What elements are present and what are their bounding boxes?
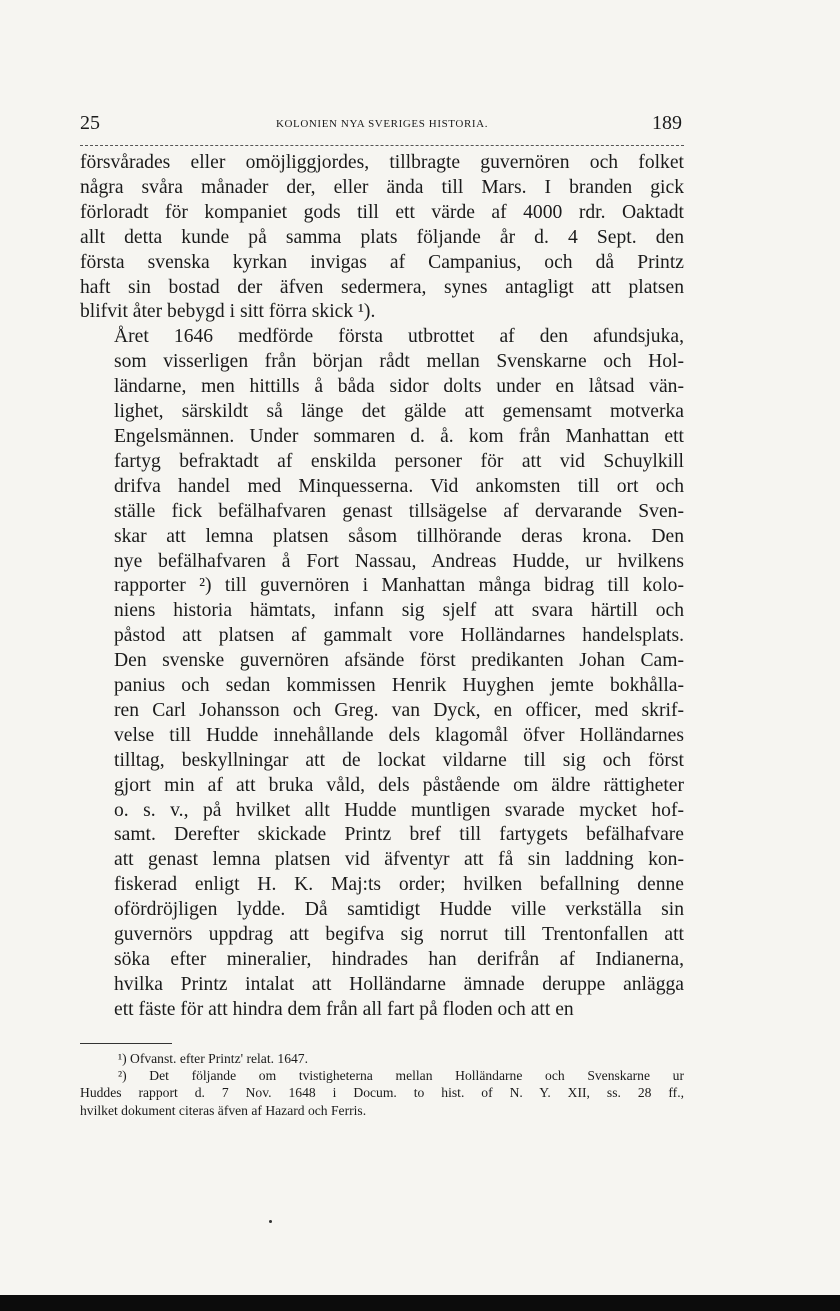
- page-number: 189: [652, 112, 682, 134]
- text-line: fartyg befraktadt af enskilda personer för att vid Schuylkill: [114, 450, 684, 472]
- paragraph-1: [80, 151, 684, 325]
- text-line: velse till Hudde innehållande dels klagomål öfver Holländarnes: [114, 724, 684, 746]
- text-line: allt detta kunde på samma plats följande år d. 4 Sept. den: [80, 226, 684, 248]
- text-line: några svåra månader der, eller ända till Mars. I branden gick: [80, 176, 684, 198]
- text-line: hvilka Printz intalat att Holländarne ämnade deruppe anlägga: [114, 973, 684, 995]
- text-line: haft sin bostad der äfven sedermera, synes antagligt att platsen: [80, 276, 684, 298]
- footnote-2: [80, 1067, 684, 1119]
- footnote-line: ²) Det följande om tvistigheterna mellan Holländarne och Svenskarne ur: [118, 1068, 684, 1084]
- footnote-1: [80, 1050, 684, 1067]
- footnote-rule: [80, 1043, 172, 1044]
- footnote-line: ¹) Ofvanst. efter Printz' relat. 1647.: [118, 1051, 308, 1066]
- running-title: KOLONIEN NYA SVERIGES HISTORIA.: [275, 118, 489, 130]
- text-line: Året 1646 medförde första utbrottet af den afundsjuka,: [114, 326, 684, 348]
- text-line: skar att lemna platsen såsom tillhörande deras krona. Den: [114, 525, 684, 547]
- text-line: påstod att platsen af gammalt vore Holländarnes handelsplats.: [114, 625, 684, 647]
- text-line: rapporter ²) till guvernören i Manhattan många bidrag till kolo-: [114, 575, 684, 597]
- text-line: ren Carl Johansson och Greg. van Dyck, en officer, med skrif-: [114, 699, 684, 721]
- text-line: niens historia hämtats, infann sig sjelf att svara härtill och: [114, 600, 684, 622]
- text-line: förloradt för kompaniet gods till ett värde af 4000 rdr. Oaktadt: [80, 201, 684, 223]
- text-line: att genast lemna platsen vid äfventyr att få sin laddning kon-: [114, 849, 684, 871]
- text-line: Den svenske guvernören afsände först predikanten Johan Cam-: [114, 650, 684, 672]
- text-line: blifvit åter bebygd i sitt förra skick ¹).: [80, 301, 376, 323]
- scan-bottom-edge: [0, 1295, 840, 1311]
- text-line: ett fäste för att hindra dem från all fart på floden och att en: [114, 998, 574, 1020]
- body-text: [80, 151, 684, 1023]
- footnote-line: Huddes rapport d. 7 Nov. 1648 i Docum. to hist. of N. Y. XII, ss. 28 ff.,: [80, 1085, 684, 1101]
- text-line: ofördröjligen lydde. Då samtidigt Hudde ville verkställa sin: [114, 899, 684, 921]
- text-line: gjort min af att bruka våld, dels påståendе om äldre rättigheter: [114, 774, 684, 796]
- text-line: ställe fick befälhafvaren genast tillsägelse af dervarande Sven-: [114, 500, 684, 522]
- text-line: ländarne, men hittills å båda sidor dolts under en låtsad vän-: [114, 376, 684, 398]
- header-left-number: 25: [80, 112, 100, 134]
- page-header: [80, 112, 684, 138]
- text-line: samt. Derefter skickade Printz bref till fartygets befälhafvare: [114, 824, 684, 846]
- text-line: fiskerad enligt H. K. Maj:ts order; hvilken befallning denne: [114, 874, 684, 896]
- text-line: nye befälhafvaren å Fort Nassau, Andreas Hudde, ur hvilkens: [114, 550, 684, 572]
- text-line: försvårades eller omöjliggjordes, tillbragte guvernören och folket: [80, 152, 684, 173]
- print-speck: [269, 1220, 272, 1223]
- text-line: lighet, särskildt så länge det gälde att gemensamt motverka: [114, 401, 684, 423]
- footnotes: [80, 1050, 684, 1119]
- footnote-line: hvilket dokument citeras äfven af Hazard och Ferris.: [80, 1102, 367, 1118]
- text-line: o. s. v., på hvilket allt Hudde muntligen svarade mycket hof-: [114, 799, 684, 821]
- text-line: drifva handel med Minquesserna. Vid ankomsten till ort och: [114, 475, 684, 497]
- text-line: tilltag, beskyllningar att de lockat vildarne till sig och först: [114, 749, 684, 771]
- text-line: söka efter mineralier, hindrades han derifrån af Indianerna,: [114, 949, 684, 970]
- header-rule: [80, 145, 684, 146]
- paragraph-2: [80, 325, 684, 1022]
- text-line: första svenska kyrkan invigas af Campanius, och då Printz: [80, 251, 684, 273]
- text-line: guvernörs uppdrag att begifva sig norrut till Trentonfallen att: [114, 924, 684, 946]
- text-line: som visserligen från början rådt mellan Svenskarne och Hol-: [114, 351, 684, 373]
- text-line: Engelsmännen. Under sommaren d. å. kom från Manhattan ett: [114, 425, 684, 447]
- text-line: panius och sedan kommissen Henrik Huyghen jemte bokhålla-: [114, 675, 684, 697]
